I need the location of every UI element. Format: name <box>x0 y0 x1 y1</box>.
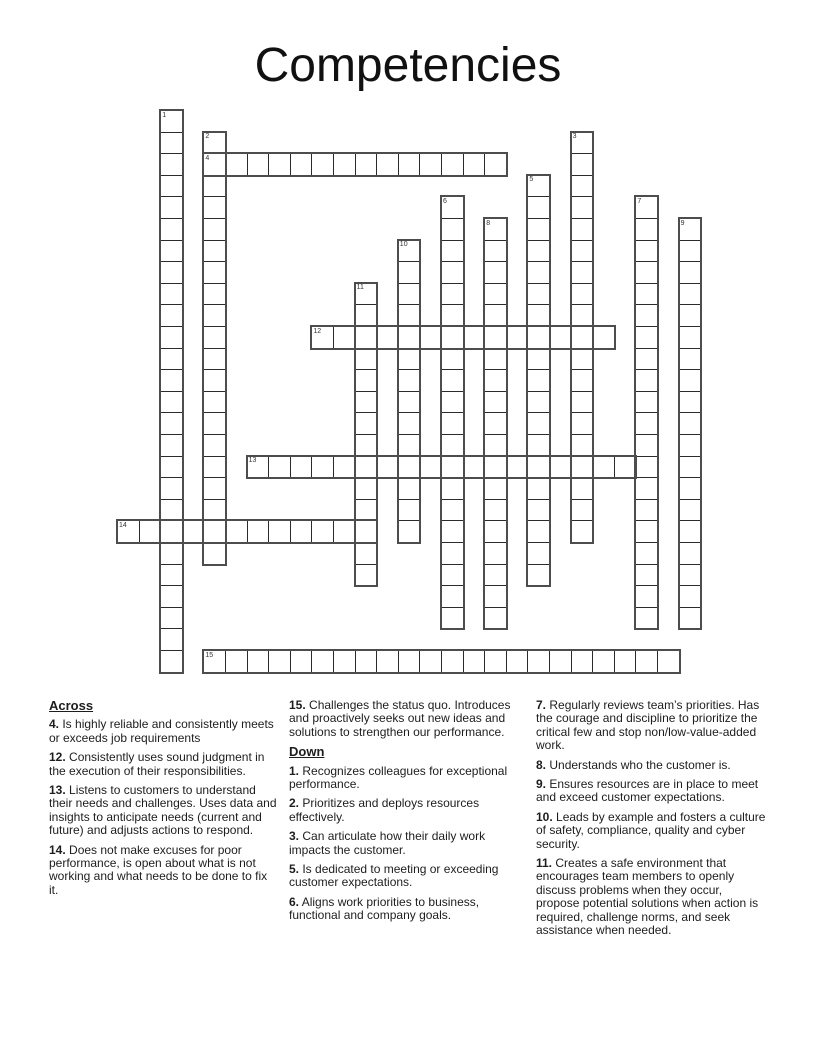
clue-number: 5. <box>289 862 300 877</box>
word-outline-5-down <box>526 174 551 587</box>
cell-number-10: 10 <box>399 241 408 249</box>
clue-across-13: 13. Listens to customers to understand their needs and challenges. Uses data and insights to anticipate needs (current and future) and adjusts actions to respond. <box>49 783 277 838</box>
clue-down-11: 11. Creates a safe environment that encourages team members to openly discuss problems when they occur, propose potential solutions when action is required, challenge norms, and seek assistance when needed. <box>536 856 759 938</box>
word-outline-14-across <box>116 519 378 544</box>
cell-number-12: 12 <box>313 327 322 335</box>
cell-number-7: 7 <box>637 197 642 205</box>
cell-number-8: 8 <box>486 219 491 227</box>
cell-number-1: 1 <box>162 111 167 119</box>
clue-number: 8. <box>536 757 547 772</box>
cell-number-13: 13 <box>248 457 257 465</box>
clue-number: 11. <box>536 856 553 871</box>
clue-column-3 <box>536 699 766 944</box>
clue-number: 1. <box>289 763 300 778</box>
cell-number-4: 4 <box>205 154 210 162</box>
clue-number: 12. <box>49 750 66 765</box>
across-header: Across <box>49 698 94 713</box>
clue-number: 2. <box>289 796 300 811</box>
clue-number: 3. <box>289 829 300 844</box>
cell-number-5: 5 <box>529 176 534 184</box>
clue-down-3: 3. Can articulate how their daily work impacts the customer. <box>289 829 486 857</box>
word-outline-4-across <box>202 152 507 177</box>
cell-number-15: 15 <box>205 651 214 659</box>
clue-number: 9. <box>536 777 547 792</box>
cell-number-3: 3 <box>572 133 577 141</box>
cell-number-6: 6 <box>443 197 447 205</box>
word-outline-10-down <box>397 239 422 544</box>
clue-across-4: 4. Is highly reliable and consistently meets or exceeds job requirements <box>49 717 274 745</box>
clue-number: 7. <box>536 698 547 712</box>
puzzle-title: Competencies <box>254 39 562 92</box>
word-outline-9-down <box>678 217 703 630</box>
clue-number: 14. <box>49 842 66 857</box>
clue-down-9: 9. Ensures resources are in place to meet and exceed customer expectations. <box>536 777 759 805</box>
word-outline-15-across <box>202 649 680 674</box>
clue-number: 15. <box>289 698 306 712</box>
clue-column-1 <box>49 699 279 903</box>
clue-down-10: 10. Leads by example and fosters a culture of safety, compliance, quality and cyber security. <box>536 809 766 851</box>
cell-number-14: 14 <box>119 521 127 529</box>
word-outline-8-down <box>483 217 508 630</box>
word-outline-7-down <box>634 195 659 630</box>
clue-down-1: 1. Recognizes colleagues for exceptional performance. <box>289 763 508 792</box>
clue-down-6: 6. Aligns work priorities to business, functional and company goals. <box>289 894 480 923</box>
clue-number: 4. <box>49 717 60 732</box>
word-outline-1-down <box>159 109 184 674</box>
clue-number: 6. <box>289 894 300 909</box>
clue-number: 10. <box>536 809 553 824</box>
clue-down-5: 5. Is dedicated to meeting or exceeding customer expectations. <box>289 862 499 890</box>
clue-number: 13. <box>49 783 66 798</box>
clue-down-8: 8. Understands who the customer is. <box>536 757 731 772</box>
clue-across-15: 15. Challenges the status quo. Introduces and proactively seeks out new ideas and solutions to strengthen our performance. <box>289 698 511 739</box>
word-outline-12-across <box>310 325 615 350</box>
cell-number-9: 9 <box>680 219 685 227</box>
clue-across-14: 14. Does not make excuses for poor performance, is open about what is not working and what needs to be done to fix it. <box>49 842 268 897</box>
clue-column-2 <box>289 699 519 929</box>
word-outline-13-across <box>246 455 638 480</box>
clue-down-2: 2. Prioritizes and deploys resources effectively. <box>289 796 480 824</box>
clue-down-7: 7. Regularly reviews team’s priorities. Has the courage and discipline to prioritize the critical few and stop non/low-value-added work. <box>536 698 760 753</box>
word-outline-6-down <box>440 195 465 630</box>
clue-across-12: 12. Consistently uses sound judgment in the execution of their responsibilities. <box>49 750 265 778</box>
word-outline-2-down <box>202 131 227 566</box>
down-header: Down <box>289 744 325 760</box>
cell-number-2: 2 <box>205 133 210 141</box>
cell-number-11: 11 <box>356 284 364 292</box>
